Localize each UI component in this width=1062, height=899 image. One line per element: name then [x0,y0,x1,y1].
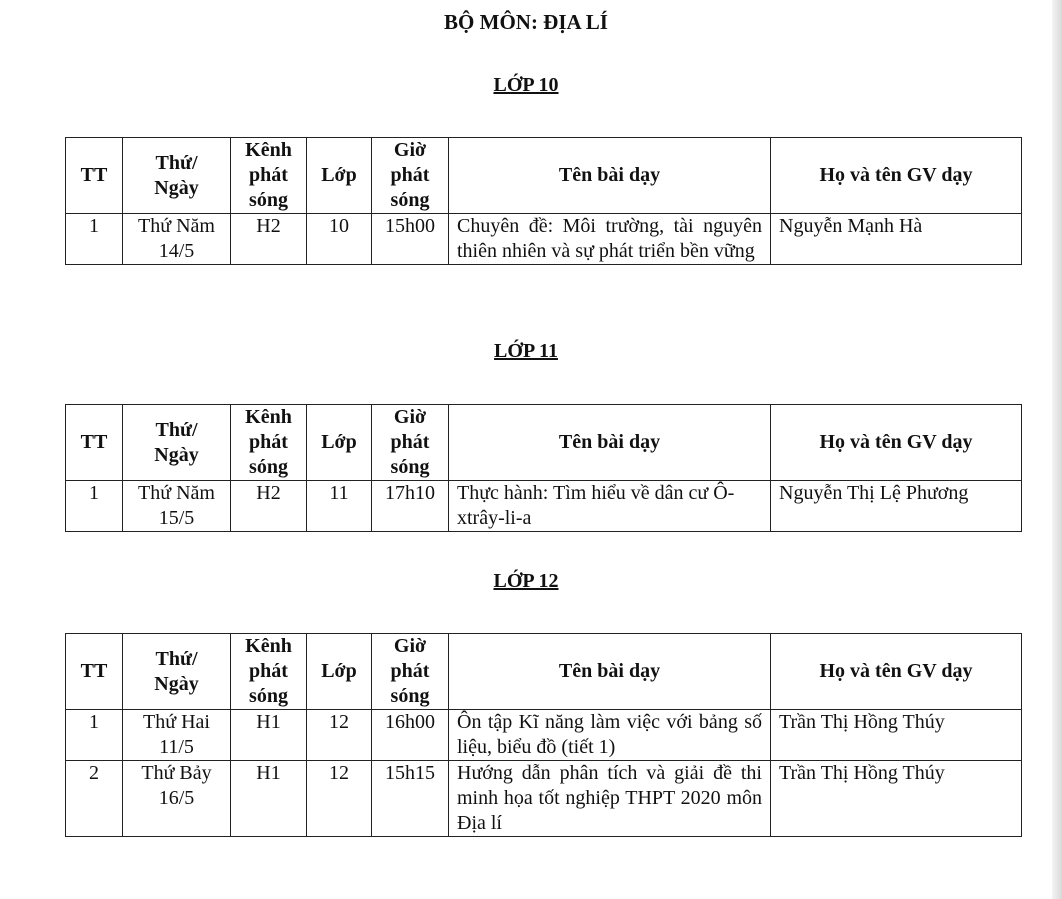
col-header-day: Thứ/ Ngày [123,634,231,710]
page-title: BỘ MÔN: ĐỊA LÍ [444,10,608,34]
col-header-grade: Lớp [307,405,372,481]
table-header-row [66,138,1022,214]
col-header-channel: Kênh phát sóng [231,138,307,214]
table-header-row [66,405,1022,481]
cell-lesson: Hướng dẫn phân tích và giải đề thi minh họa tốt nghiệp THPT 2020 môn Địa lí [449,761,771,837]
table-row [66,761,1022,837]
cell-grade: 12 [307,761,372,837]
col-header-time: Giờ phát sóng [372,634,449,710]
col-header-lesson: Tên bài dạy [449,405,771,481]
col-header-time: Giờ phát sóng [372,405,449,481]
cell-time: 17h10 [372,481,449,532]
table-header-row [66,634,1022,710]
cell-time: 15h00 [372,214,449,265]
table-row [66,481,1022,532]
col-header-tt: TT [66,634,123,710]
cell-teacher: Trần Thị Hồng Thúy [771,761,1022,837]
section-heading-lop-11: LỚP 11 [494,340,558,362]
col-header-day: Thứ/ Ngày [123,138,231,214]
table-row [66,710,1022,761]
col-header-teacher: Họ và tên GV dạy [771,405,1022,481]
schedule-table-lop-11 [65,404,1022,532]
cell-lesson: Ôn tập Kĩ năng làm việc với bảng số liệu, biểu đồ (tiết 1) [449,710,771,761]
col-header-tt: TT [66,138,123,214]
cell-tt: 2 [66,761,123,837]
cell-channel: H1 [231,710,307,761]
col-header-grade: Lớp [307,634,372,710]
cell-grade: 11 [307,481,372,532]
col-header-teacher: Họ và tên GV dạy [771,634,1022,710]
col-header-lesson: Tên bài dạy [449,138,771,214]
cell-channel: H2 [231,214,307,265]
cell-channel: H1 [231,761,307,837]
col-header-lesson: Tên bài dạy [449,634,771,710]
cell-teacher: Trần Thị Hồng Thúy [771,710,1022,761]
cell-day: Thứ Năm 15/5 [123,481,231,532]
col-header-channel: Kênh phát sóng [231,405,307,481]
cell-time: 16h00 [372,710,449,761]
col-header-channel: Kênh phát sóng [231,634,307,710]
schedule-table-lop-12 [65,633,1022,837]
schedule-table-lop-10 [65,137,1022,265]
cell-time: 15h15 [372,761,449,837]
page-edge-shadow [1052,0,1062,899]
cell-teacher: Nguyễn Thị Lệ Phương [771,481,1022,532]
cell-teacher: Nguyễn Mạnh Hà [771,214,1022,265]
cell-day: Thứ Hai 11/5 [123,710,231,761]
col-header-day: Thứ/ Ngày [123,405,231,481]
cell-day: Thứ Bảy 16/5 [123,761,231,837]
col-header-tt: TT [66,405,123,481]
cell-tt: 1 [66,710,123,761]
cell-lesson: Thực hành: Tìm hiểu về dân cư Ô-xtrây-li-a [449,481,771,532]
cell-lesson: Chuyên đề: Môi trường, tài nguyên thiên nhiên và sự phát triển bền vững [449,214,771,265]
cell-tt: 1 [66,214,123,265]
cell-day: Thứ Năm 14/5 [123,214,231,265]
section-heading-lop-12: LỚP 12 [493,570,559,592]
col-header-grade: Lớp [307,138,372,214]
col-header-teacher: Họ và tên GV dạy [771,138,1022,214]
cell-grade: 12 [307,710,372,761]
cell-tt: 1 [66,481,123,532]
cell-channel: H2 [231,481,307,532]
table-row [66,214,1022,265]
section-heading-lop-10: LỚP 10 [493,74,559,96]
cell-grade: 10 [307,214,372,265]
col-header-time: Giờ phát sóng [372,138,449,214]
